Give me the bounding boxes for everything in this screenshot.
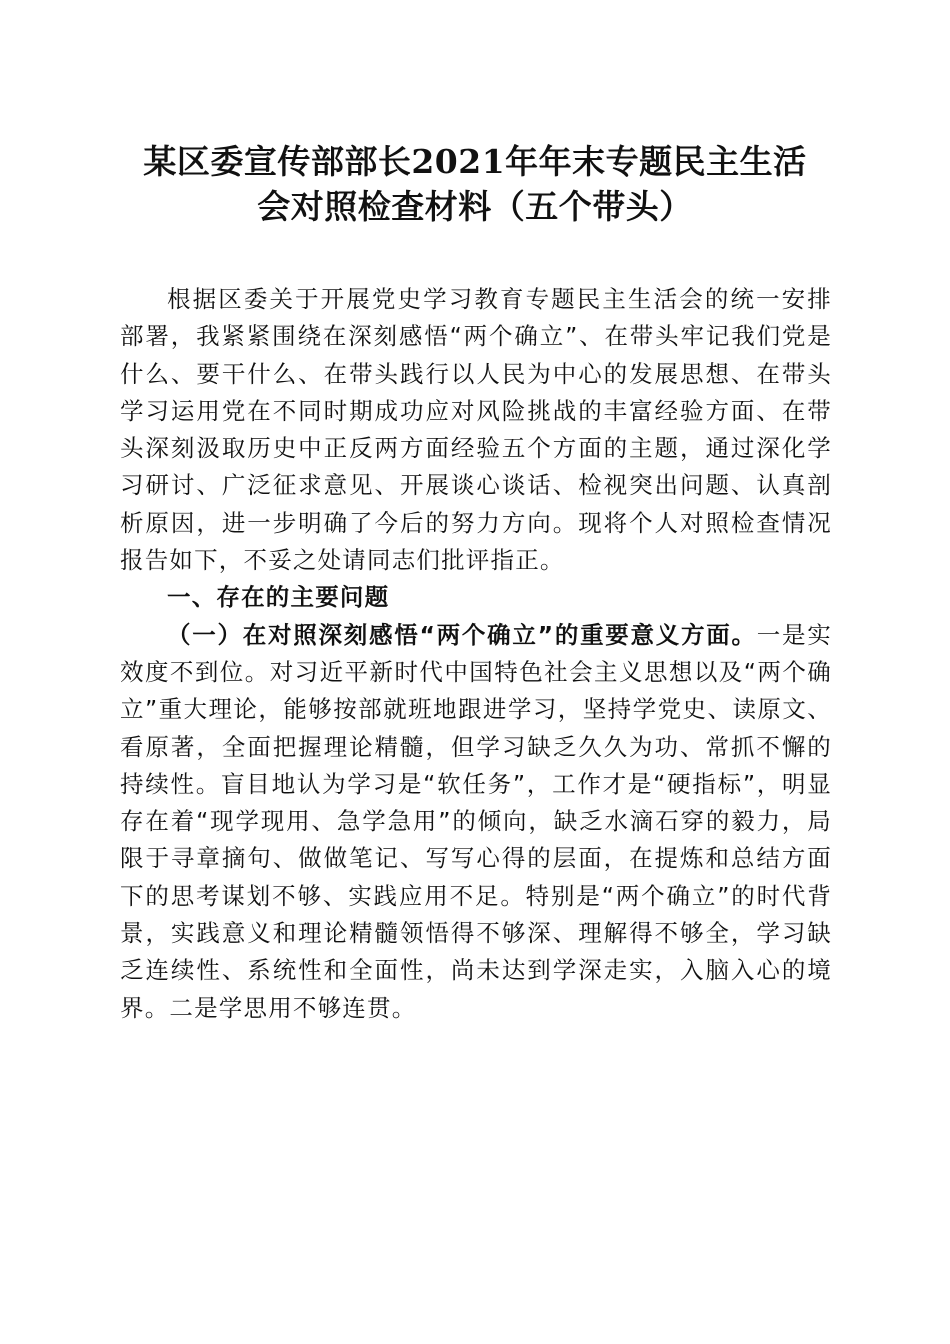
document-body [120,281,832,1027]
document-title-line-2: 会对照检查材料（五个带头） [257,187,693,226]
subsection-body-1: 一是实效度不到位。对习近平新时代中国特色社会主义思想以及“两个确立”重大理论，能够按部就班地跟进学习，坚持学党史、读原文、看原著，全面把握理论精髓，但学习缺乏久久为功、常抓不懈的持续性。盲目地认为学习是“软任务”，工作才是“硬指标”，明显存在着“现学现用、急学急用”的倾向，缺乏水滴石穿的毅力，局限于寻章摘句、做做笔记、写写心得的层面，在提炼和总结方面下的思考谋划不够、实践应用不足。特别是“两个确立”的时代背景，实践意义和理论精髓领悟得不够深、理解得不够全，学习缺乏连续性、系统性和全面性，尚未达到学深走实，入脑入心的境界。二是学思用不够连贯。 [120,620,832,1022]
document-title-line-1: 某区委宣传部部长2021年年末专题民主生活 [143,142,807,181]
section-heading-problems: 一、存在的主要问题 [167,583,390,612]
subsection-paragraph-1 [120,617,832,1027]
intro-paragraph: 根据区委关于开展党史学习教育专题民主生活会的统一安排部署，我紧紧围绕在深刻感悟“两个确立”、在带头牢记我们党是什么、要干什么、在带头践行以人民为中心的发展思想、在带头学习运用党在不同时期成功应对风险挑战的丰富经验方面、在带头深刻汲取历史中正反两方面经验五个方面的主题，通过深化学习研讨、广泛征求意见、开展谈心谈话、检视突出问题、认真剖析原因，进一步明确了今后的努力方向。现将个人对照检查情况报告如下，不妥之处请同志们批评指正。 [120,285,832,575]
subsection-heading-1: （一）在对照深刻感悟“两个确立”的重要意义方面。 [167,620,757,649]
